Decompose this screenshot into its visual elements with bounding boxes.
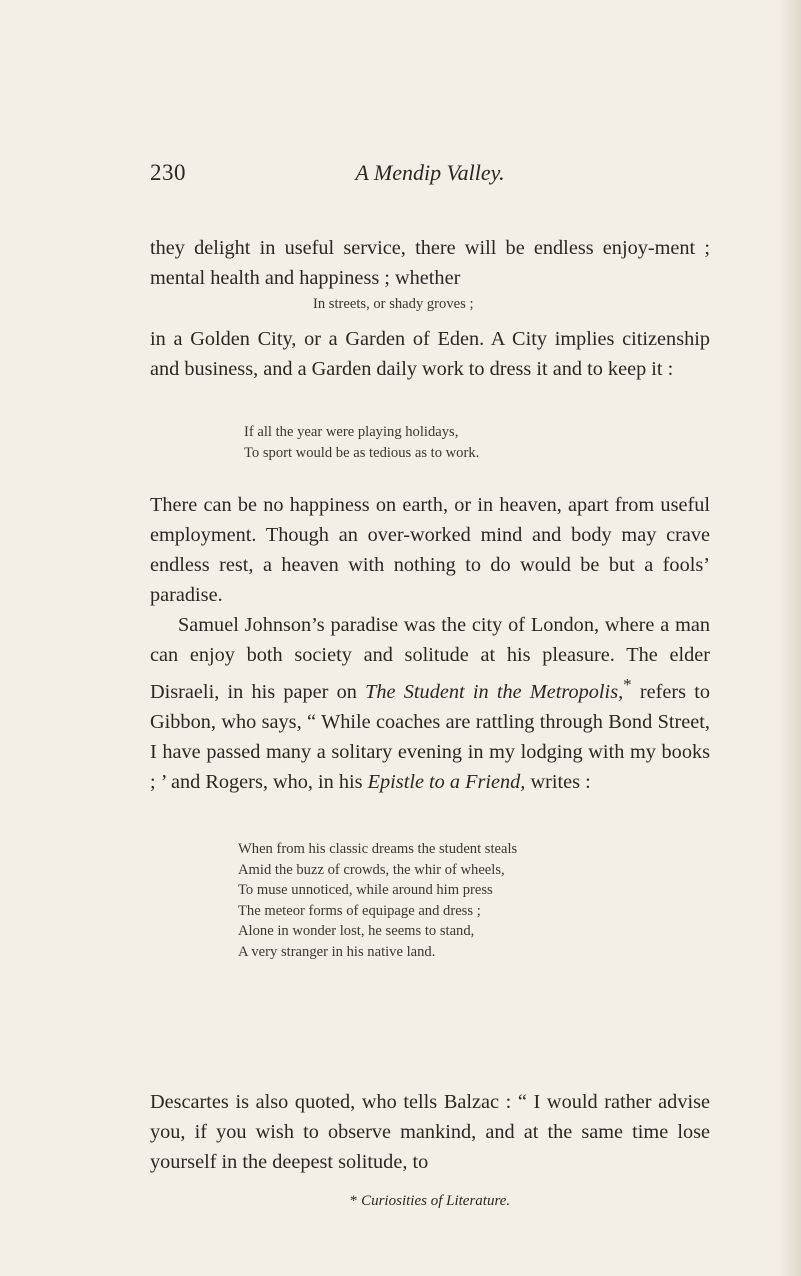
verse-line: A very stranger in his native land. (238, 943, 436, 960)
footnote-mark: * (349, 1193, 358, 1209)
footnote-text: Curiosities of Literature. (361, 1193, 511, 1209)
verse-quote-3 (238, 839, 517, 962)
page-edge-shadow (779, 0, 801, 1276)
paragraph-4-part-2: refers to Gibbon, who says, “ While coaches are rattling through Bond Street, I have passed many a solitary evening in my lodging with my books ; ’ and Rogers, who, in his (150, 680, 710, 793)
paragraph-2-text: in a Golden City, or a Garden of Eden. A City implies citizenship and business, and a Garden daily work to dress it and to keep it : (150, 328, 710, 380)
paragraph-4-text (150, 610, 710, 797)
paragraph-5 (150, 1087, 710, 1177)
paragraph-3-text: There can be no happiness on earth, or in heaven, apart from useful employment. Though an over-worked mind and body may crave endless rest, a heaven with nothing to do would be but a fools’ paradise. (150, 494, 710, 606)
footnote-marker: * (623, 675, 632, 694)
verse-line: In streets, or shady groves ; (313, 296, 474, 312)
page-number: 230 (150, 160, 186, 185)
page-header (150, 160, 710, 194)
verse-line: Amid the buzz of crowds, the whir of wheels, (238, 861, 505, 878)
verse-line: To muse unnoticed, while around him press (238, 882, 493, 898)
verse-quote-1 (313, 294, 474, 315)
paragraph-1-text: they delight in useful service, there will be endless enjoy-ment ; mental health and happiness ; whether (150, 237, 710, 289)
italic-title-epistle-to-friend: Epistle to a Friend, (367, 770, 526, 793)
paragraph-5-text: Descartes is also quoted, who tells Balzac : “ I would rather advise you, if you wish to observe mankind, and at the same time lose yourself in the deepest solitude, to (150, 1091, 710, 1173)
footnote (150, 1193, 710, 1210)
verse-line: To sport would be as tedious as to work. (244, 444, 480, 461)
verse-line: Alone in wonder lost, he seems to stand, (238, 923, 475, 939)
verse-line: If all the year were playing holidays, (244, 424, 459, 440)
paragraph-2 (150, 324, 710, 384)
paragraph-4-part-3: writes : (525, 770, 591, 793)
running-title: A Mendip Valley. (355, 160, 505, 185)
verse-line: When from his classic dreams the student steals (238, 841, 518, 857)
paragraph-4-part-1: Samuel Johnson’s paradise was the city of London, where a man can enjoy both society and solitude at his pleasure. The elder Disraeli, in his paper on (150, 614, 710, 703)
italic-title-student-in-metropolis: The Student in the Metropolis, (365, 680, 624, 703)
paragraph-1 (150, 233, 710, 293)
verse-quote-2 (244, 422, 479, 463)
paragraph-3 (150, 490, 710, 610)
verse-line: The meteor forms of equipage and dress ; (238, 902, 481, 919)
paragraph-4 (150, 610, 710, 797)
